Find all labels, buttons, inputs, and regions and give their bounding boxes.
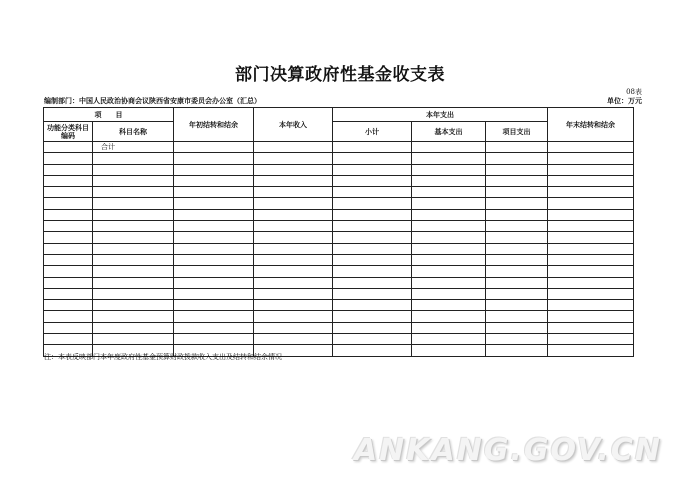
table-cell — [333, 345, 412, 356]
table-cell — [412, 334, 486, 345]
table-cell — [412, 300, 486, 311]
table-cell — [44, 288, 93, 299]
table-cell — [412, 254, 486, 265]
table-cell — [44, 254, 93, 265]
header-item: 项 目 — [44, 108, 174, 122]
table-cell — [333, 221, 412, 232]
table-cell — [486, 187, 548, 198]
table-cell — [254, 243, 333, 254]
table-cell — [333, 254, 412, 265]
header-subtotal: 小计 — [333, 122, 412, 142]
table-cell — [548, 277, 634, 288]
table-cell — [486, 334, 548, 345]
table-cell — [254, 277, 333, 288]
table-cell — [412, 209, 486, 220]
table-cell — [254, 198, 333, 209]
table-cell — [412, 198, 486, 209]
table-cell — [174, 175, 254, 186]
table-cell — [333, 322, 412, 333]
table-cell — [486, 153, 548, 164]
table-cell — [548, 232, 634, 243]
table-cell — [93, 277, 174, 288]
table-cell — [93, 232, 174, 243]
table-cell — [486, 243, 548, 254]
table-cell — [412, 266, 486, 277]
table-cell — [254, 311, 333, 322]
table-cell — [254, 254, 333, 265]
table-cell — [44, 334, 93, 345]
table-cell — [174, 164, 254, 175]
table-cell — [333, 187, 412, 198]
table-cell — [44, 153, 93, 164]
table-cell — [254, 187, 333, 198]
table-cell — [333, 232, 412, 243]
header-row-1 — [44, 108, 634, 122]
header-expense: 本年支出 — [333, 108, 548, 122]
table-row — [44, 243, 634, 254]
table-cell — [486, 142, 548, 153]
table-cell — [486, 311, 548, 322]
table-cell — [254, 221, 333, 232]
table-row — [44, 164, 634, 175]
table-cell — [93, 243, 174, 254]
table-cell — [412, 243, 486, 254]
table-cell — [333, 198, 412, 209]
table-cell — [44, 221, 93, 232]
table-cell — [93, 254, 174, 265]
table-cell — [548, 153, 634, 164]
table-cell — [412, 164, 486, 175]
table-cell — [548, 187, 634, 198]
table-cell — [174, 153, 254, 164]
header-project-expense: 项目支出 — [486, 122, 548, 142]
table-row — [44, 209, 634, 220]
table-cell — [174, 322, 254, 333]
table-cell — [486, 277, 548, 288]
table-row — [44, 198, 634, 209]
table-cell — [174, 243, 254, 254]
table-cell — [254, 232, 333, 243]
table-cell — [333, 300, 412, 311]
header-row-2 — [44, 122, 634, 142]
table-cell — [174, 209, 254, 220]
table-row — [44, 322, 634, 333]
table-cell — [44, 198, 93, 209]
table-cell — [44, 187, 93, 198]
table-cell — [254, 266, 333, 277]
table-row — [44, 187, 634, 198]
header-subject-name: 科目名称 — [93, 122, 174, 142]
table-cell — [254, 334, 333, 345]
table-cell — [548, 334, 634, 345]
table-cell — [93, 266, 174, 277]
table-cell — [333, 266, 412, 277]
table-cell — [333, 209, 412, 220]
header-income: 本年收入 — [254, 108, 333, 142]
table-cell — [412, 288, 486, 299]
table-cell — [548, 266, 634, 277]
table-cell — [93, 209, 174, 220]
table-cell — [174, 288, 254, 299]
table-cell — [486, 164, 548, 175]
page-title: 部门决算政府性基金收支表 — [235, 65, 445, 85]
table-row — [44, 311, 634, 322]
table-cell — [174, 311, 254, 322]
table-cell — [548, 221, 634, 232]
table-cell — [548, 322, 634, 333]
table-cell — [44, 209, 93, 220]
department-label: 编制部门：中国人民政治协商会议陕西省安康市委员会办公室（汇总） — [44, 96, 261, 105]
fund-table — [43, 107, 634, 357]
table-cell — [412, 175, 486, 186]
table-cell — [548, 311, 634, 322]
table-cell — [548, 175, 634, 186]
table-cell — [44, 243, 93, 254]
table-cell — [486, 232, 548, 243]
table-cell — [412, 277, 486, 288]
table-cell — [486, 300, 548, 311]
table-cell — [412, 221, 486, 232]
table-cell — [548, 209, 634, 220]
table-cell — [333, 277, 412, 288]
table-row — [44, 221, 634, 232]
table-cell — [254, 175, 333, 186]
table-row — [44, 334, 634, 345]
unit-label: 单位：万元 — [607, 96, 642, 105]
table-cell — [44, 142, 93, 153]
table-cell — [174, 198, 254, 209]
table-row — [44, 266, 634, 277]
table-cell — [93, 164, 174, 175]
header-begin-balance: 年初结转和结余 — [174, 108, 254, 142]
table-cell — [486, 254, 548, 265]
table-cell — [93, 300, 174, 311]
table-cell — [174, 334, 254, 345]
table-cell — [174, 277, 254, 288]
header-basic-expense: 基本支出 — [412, 122, 486, 142]
table-cell — [412, 345, 486, 356]
table-cell — [548, 300, 634, 311]
table-cell — [412, 187, 486, 198]
table-cell — [412, 311, 486, 322]
footnote: 注：本表反映部门本年度政府性基金预算财政拨款收入支出及结转和结余情况 — [44, 353, 282, 361]
table-cell — [333, 175, 412, 186]
header-func-code: 功能分类科目编码 — [44, 122, 93, 142]
table-cell — [93, 198, 174, 209]
table-number: 08表 — [626, 88, 642, 96]
total-label: 合计 — [93, 142, 174, 153]
table-cell — [254, 142, 333, 153]
table-cell — [412, 142, 486, 153]
total-row — [44, 142, 634, 153]
table-cell — [412, 232, 486, 243]
table-cell — [548, 345, 634, 356]
table-cell — [44, 175, 93, 186]
table-row — [44, 254, 634, 265]
table-cell — [174, 187, 254, 198]
table-cell — [548, 243, 634, 254]
table-cell — [486, 322, 548, 333]
table-cell — [174, 254, 254, 265]
table-cell — [486, 221, 548, 232]
site-watermark: ANKANG.GOV.CN — [353, 433, 662, 468]
table-cell — [174, 300, 254, 311]
table-cell — [254, 209, 333, 220]
table-cell — [254, 164, 333, 175]
table-cell — [93, 187, 174, 198]
table-cell — [93, 322, 174, 333]
table-cell — [254, 288, 333, 299]
table-row — [44, 232, 634, 243]
table-cell — [93, 153, 174, 164]
table-cell — [44, 300, 93, 311]
table-cell — [93, 175, 174, 186]
header-end-balance: 年末结转和结余 — [548, 108, 634, 142]
table-cell — [333, 164, 412, 175]
table-cell — [412, 153, 486, 164]
table-cell — [486, 345, 548, 356]
table-cell — [333, 334, 412, 345]
table-cell — [254, 153, 333, 164]
table-cell — [333, 142, 412, 153]
table-cell — [44, 311, 93, 322]
table-cell — [333, 288, 412, 299]
table-cell — [44, 322, 93, 333]
table-cell — [548, 198, 634, 209]
table-cell — [486, 266, 548, 277]
table-cell — [412, 322, 486, 333]
table-cell — [93, 288, 174, 299]
table-row — [44, 153, 634, 164]
table-cell — [548, 164, 634, 175]
table-cell — [254, 300, 333, 311]
table-cell — [548, 142, 634, 153]
table-cell — [93, 221, 174, 232]
table-cell — [254, 322, 333, 333]
table-cell — [486, 175, 548, 186]
table-cell — [44, 277, 93, 288]
table-cell — [174, 266, 254, 277]
table-cell — [93, 334, 174, 345]
table-cell — [44, 232, 93, 243]
table-cell — [486, 209, 548, 220]
table-cell — [486, 198, 548, 209]
table-cell — [486, 288, 548, 299]
table-row — [44, 288, 634, 299]
table-row — [44, 277, 634, 288]
table-cell — [548, 288, 634, 299]
table-cell — [333, 311, 412, 322]
table-cell — [174, 221, 254, 232]
table-cell — [174, 142, 254, 153]
table-cell — [333, 153, 412, 164]
table-cell — [333, 243, 412, 254]
table-cell — [548, 254, 634, 265]
table-cell — [44, 266, 93, 277]
table-row — [44, 175, 634, 186]
table-cell — [93, 311, 174, 322]
table-cell — [44, 164, 93, 175]
table-row — [44, 300, 634, 311]
table-cell — [174, 232, 254, 243]
